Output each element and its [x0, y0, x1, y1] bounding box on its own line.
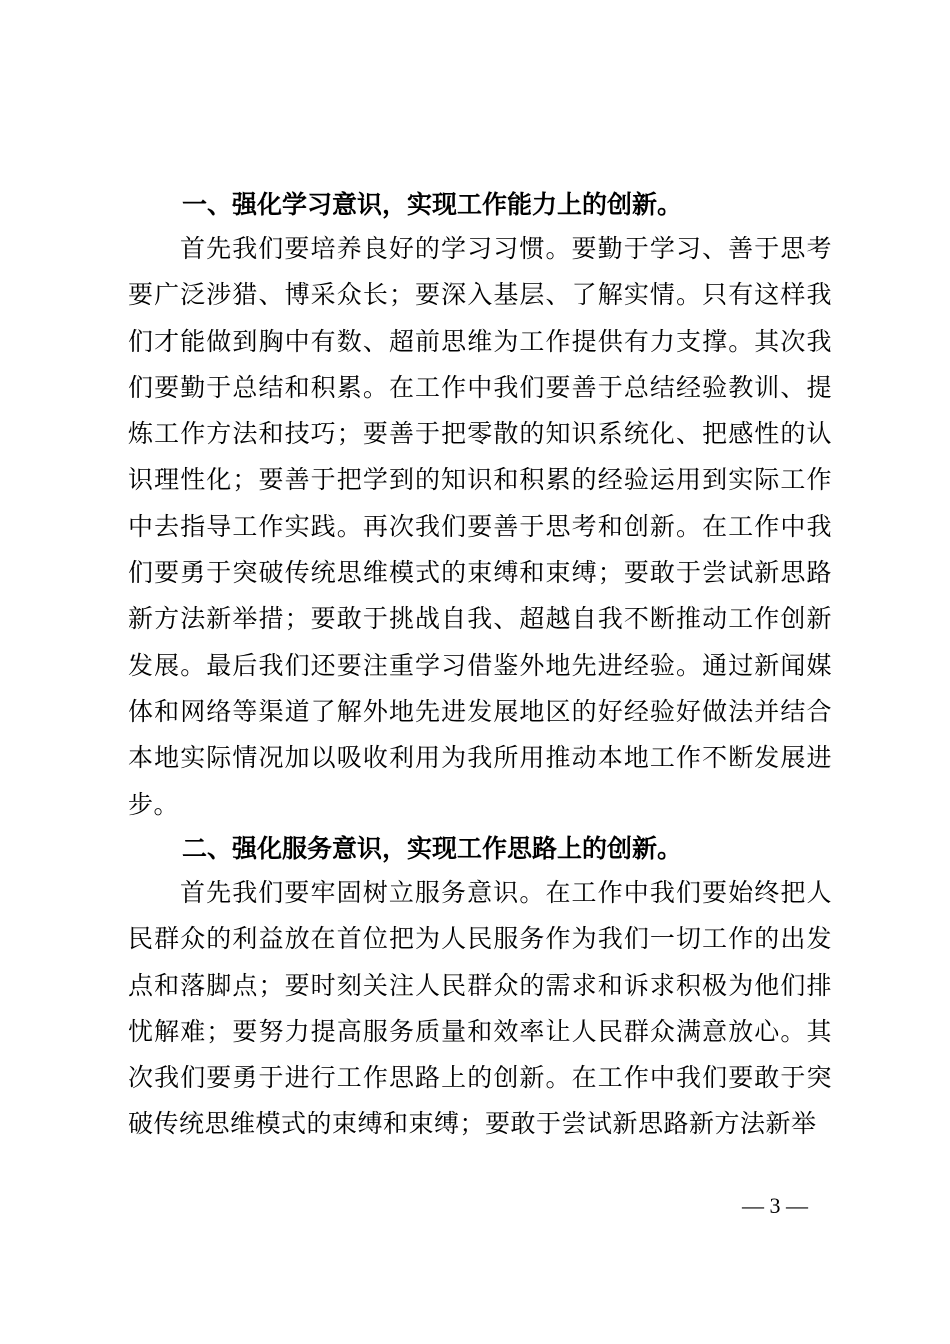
section-1-heading: 一、强化学习意识，实现工作能力上的创新。 — [182, 190, 683, 219]
section-2-body: 首先我们要牢固树立服务意识。在工作中我们要始终把人民群众的利益放在首位把为人民服务作为我们一切工作的出发点和落脚点；要时刻关注人民群众的需求和诉求积极为他们排忧解难；要努力提高服务质量和效率让人民群众满意放心。其次我们要勇于进行工作思路上的创新。在工作中我们要敢于突破传统思维模式的束缚和束缚；要敢于尝试新思路新方法新举 — [128, 878, 832, 1139]
section-1-body: 首先我们要培养良好的学习习惯。要勤于学习、善于思考要广泛涉猎、博采众长；要深入基层、了解实情。只有这样我们才能做到胸中有数、超前思维为工作提供有力支撑。其次我们要勤于总结和积累。在工作中我们要善于总结经验教训、提炼工作方法和技巧；要善于把零散的知识系统化、把感性的认识理性化；要善于把学到的知识和积累的经验运用到实际工作中去指导工作实践。再次我们要善于思考和创新。在工作中我们要勇于突破传统思维模式的束缚和束缚；要敢于尝试新思路新方法新举措；要敢于挑战自我、超越自我不断推动工作创新发展。最后我们还要注重学习借鉴外地先进经验。通过新闻媒体和网络等渠道了解外地先进发展地区的好经验好做法并结合本地实际情况加以吸收利用为我所用推动本地工作不断发展进步。 — [128, 234, 832, 819]
page-number: — 3 — — [742, 1193, 808, 1218]
section-2-heading: 二、强化服务意识，实现工作思路上的创新。 — [182, 834, 683, 863]
